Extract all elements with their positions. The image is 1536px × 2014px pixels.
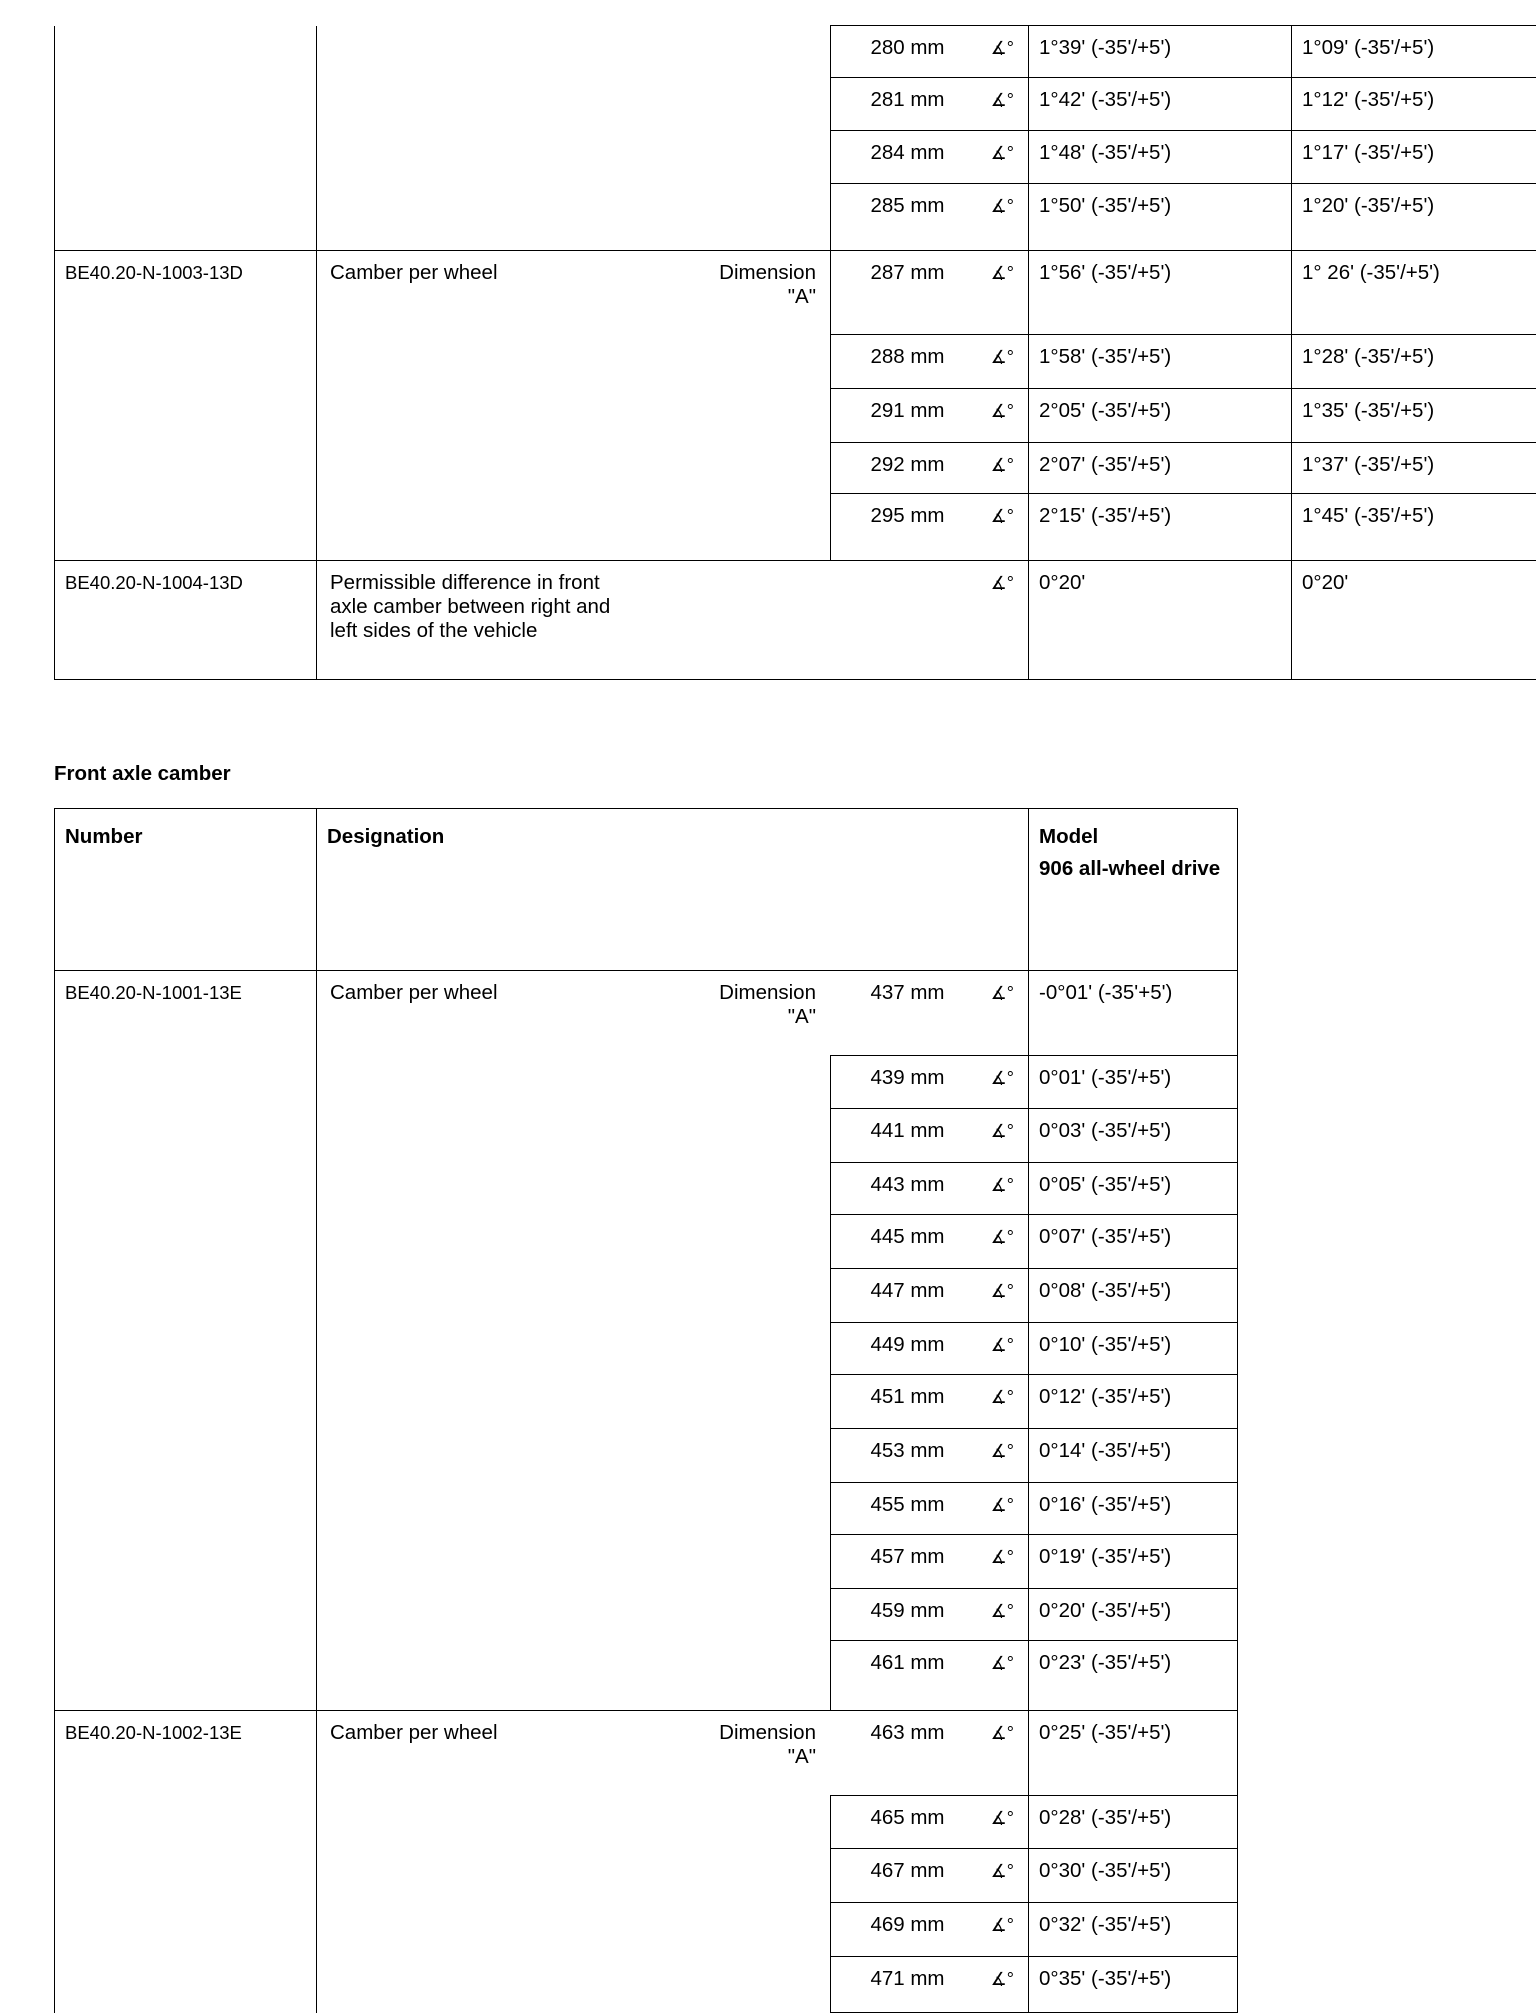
dimension-a-value: 280 mm <box>831 26 955 78</box>
dimension-a-value: 287 mm <box>831 251 955 335</box>
camber-value-col1: 2°05' (-35'/+5') <box>1029 389 1292 443</box>
angle-icon: ∡° <box>955 1215 1029 1269</box>
dimension-a-value: 292 mm <box>831 443 955 494</box>
camber-value-col1: 2°07' (-35'/+5') <box>1029 443 1292 494</box>
angle-icon: ∡° <box>955 1903 1029 1957</box>
camber-value: 0°20' (-35'/+5') <box>1029 1589 1238 1641</box>
camber-value: 0°10' (-35'/+5') <box>1029 1323 1238 1375</box>
angle-icon: ∡° <box>955 184 1029 251</box>
dimension-label <box>645 971 831 1711</box>
angle-icon: ∡° <box>955 1375 1029 1429</box>
camber-value-col2: 1°17' (-35'/+5') <box>1292 131 1536 184</box>
camber-value-col1: 1°42' (-35'/+5') <box>1029 78 1292 131</box>
number-cell: BE40.20-N-1003-13D <box>55 251 317 561</box>
angle-icon: ∡° <box>955 494 1029 561</box>
camber-value: 0°30' (-35'/+5') <box>1029 1849 1238 1903</box>
angle-icon: ∡° <box>955 1849 1029 1903</box>
angle-icon: ∡° <box>955 443 1029 494</box>
dimension-label-line2: "A" <box>787 1005 816 1028</box>
dimension-a-value: 467 mm <box>831 1849 955 1903</box>
angle-icon: ∡° <box>955 251 1029 335</box>
dimension-label-line1: Dimension <box>719 981 816 1004</box>
camber-value: 0°01' (-35'/+5') <box>1029 1056 1238 1109</box>
dimension-a-value: 457 mm <box>831 1535 955 1589</box>
angle-icon: ∡° <box>955 1796 1029 1849</box>
designation-line3: left sides of the vehicle <box>330 619 538 642</box>
angle-icon: ∡° <box>955 1535 1029 1589</box>
angle-icon: ∡° <box>955 1429 1029 1483</box>
angle-icon: ∡° <box>955 26 1029 78</box>
dimension-a-value: 443 mm <box>831 1163 955 1215</box>
angle-icon: ∡° <box>955 1711 1029 1796</box>
camber-value: 0°05' (-35'/+5') <box>1029 1163 1238 1215</box>
camber-value: 0°03' (-35'/+5') <box>1029 1109 1238 1163</box>
designation-cell <box>317 561 831 680</box>
dimension-label <box>645 1711 831 2013</box>
dimension-a-value: 469 mm <box>831 1903 955 1957</box>
dimension-a-value: 465 mm <box>831 1796 955 1849</box>
camber-value-col1: 1°50' (-35'/+5') <box>1029 184 1292 251</box>
dimension-a-value: 295 mm <box>831 494 955 561</box>
header-model-line2: 906 all-wheel drive <box>1039 857 1221 880</box>
angle-icon: ∡° <box>955 1056 1029 1109</box>
camber-value-col2: 1°37' (-35'/+5') <box>1292 443 1536 494</box>
angle-icon: ∡° <box>955 1589 1029 1641</box>
camber-value: 0°16' (-35'/+5') <box>1029 1483 1238 1535</box>
number-cell <box>55 26 317 251</box>
angle-icon: ∡° <box>955 1323 1029 1375</box>
camber-value-col2: 0°20' <box>1292 561 1536 680</box>
camber-value: 0°14' (-35'/+5') <box>1029 1429 1238 1483</box>
dimension-a-value: 288 mm <box>831 335 955 389</box>
dimension-a-value: 445 mm <box>831 1215 955 1269</box>
angle-icon: ∡° <box>955 1269 1029 1323</box>
dimension-a-value: 453 mm <box>831 1429 955 1483</box>
angle-icon: ∡° <box>955 1109 1029 1163</box>
camber-value: 0°12' (-35'/+5') <box>1029 1375 1238 1429</box>
camber-value: 0°35' (-35'/+5') <box>1029 1957 1238 2013</box>
designation-cell: Camber per wheel <box>317 971 645 1711</box>
dimension-a-value: 451 mm <box>831 1375 955 1429</box>
angle-icon: ∡° <box>955 78 1029 131</box>
angle-icon: ∡° <box>955 389 1029 443</box>
number-cell: BE40.20-N-1002-13E <box>55 1711 317 2013</box>
camber-value: -0°01' (-35'+5') <box>1029 971 1238 1056</box>
camber-value-col2: 1°45' (-35'/+5') <box>1292 494 1536 561</box>
dimension-label <box>645 251 831 561</box>
camber-value-col2: 1°35' (-35'/+5') <box>1292 389 1536 443</box>
dimension-a-value: 447 mm <box>831 1269 955 1323</box>
designation-cell <box>317 26 831 251</box>
dimension-a-value: 439 mm <box>831 1056 955 1109</box>
designation-line2: axle camber between right and <box>330 595 611 618</box>
dimension-label-line1: Dimension <box>719 1721 816 1744</box>
angle-icon: ∡° <box>955 971 1029 1056</box>
number-cell: BE40.20-N-1001-13E <box>55 971 317 1711</box>
dimension-a-value <box>831 561 955 680</box>
dimension-a-value: 471 mm <box>831 1957 955 2013</box>
camber-value-col1: 1°56' (-35'/+5') <box>1029 251 1292 335</box>
camber-value: 0°28' (-35'/+5') <box>1029 1796 1238 1849</box>
camber-value-col1: 0°20' <box>1029 561 1292 680</box>
header-model <box>1029 809 1238 971</box>
angle-icon: ∡° <box>955 1163 1029 1215</box>
dimension-a-value: 441 mm <box>831 1109 955 1163</box>
angle-icon: ∡° <box>955 1957 1029 2013</box>
angle-icon: ∡° <box>955 131 1029 184</box>
dimension-a-value: 461 mm <box>831 1641 955 1711</box>
dimension-a-value: 284 mm <box>831 131 955 184</box>
camber-value-col2: 1°20' (-35'/+5') <box>1292 184 1536 251</box>
camber-value-col2: 1°12' (-35'/+5') <box>1292 78 1536 131</box>
dimension-label-line2: "A" <box>787 285 816 308</box>
front-axle-camber-table <box>54 808 1238 2013</box>
camber-value: 0°07' (-35'/+5') <box>1029 1215 1238 1269</box>
camber-value: 0°08' (-35'/+5') <box>1029 1269 1238 1323</box>
camber-value-col2: 1° 26' (-35'/+5') <box>1292 251 1536 335</box>
camber-value-col1: 1°48' (-35'/+5') <box>1029 131 1292 184</box>
designation-cell: Camber per wheel <box>317 251 645 561</box>
dimension-a-value: 459 mm <box>831 1589 955 1641</box>
camber-value-col1: 1°58' (-35'/+5') <box>1029 335 1292 389</box>
angle-icon: ∡° <box>955 1483 1029 1535</box>
designation-cell: Camber per wheel <box>317 1711 645 2013</box>
camber-value: 0°23' (-35'/+5') <box>1029 1641 1238 1711</box>
camber-value: 0°32' (-35'/+5') <box>1029 1903 1238 1957</box>
dimension-a-value: 291 mm <box>831 389 955 443</box>
dimension-a-value: 463 mm <box>831 1711 955 1796</box>
angle-icon: ∡° <box>955 1641 1029 1711</box>
camber-value-col1: 1°39' (-35'/+5') <box>1029 26 1292 78</box>
angle-icon: ∡° <box>955 561 1029 680</box>
header-model-line1: Model <box>1039 825 1099 848</box>
camber-table-continued <box>54 25 1536 680</box>
designation-line1: Permissible difference in front <box>330 571 600 594</box>
angle-icon: ∡° <box>955 335 1029 389</box>
number-cell: BE40.20-N-1004-13D <box>55 561 317 680</box>
header-designation: Designation <box>317 809 1029 971</box>
dimension-a-value: 281 mm <box>831 78 955 131</box>
dimension-a-value: 437 mm <box>831 971 955 1056</box>
camber-value-col2: 1°28' (-35'/+5') <box>1292 335 1536 389</box>
camber-value-col2: 1°09' (-35'/+5') <box>1292 26 1536 78</box>
camber-value: 0°25' (-35'/+5') <box>1029 1711 1238 1796</box>
camber-value: 0°19' (-35'/+5') <box>1029 1535 1238 1589</box>
dimension-a-value: 455 mm <box>831 1483 955 1535</box>
header-number: Number <box>55 809 317 971</box>
dimension-a-value: 285 mm <box>831 184 955 251</box>
dimension-a-value: 449 mm <box>831 1323 955 1375</box>
section-title: Front axle camber <box>54 762 231 785</box>
dimension-label-line1: Dimension <box>719 261 816 284</box>
camber-value-col1: 2°15' (-35'/+5') <box>1029 494 1292 561</box>
dimension-label-line2: "A" <box>787 1745 816 1768</box>
